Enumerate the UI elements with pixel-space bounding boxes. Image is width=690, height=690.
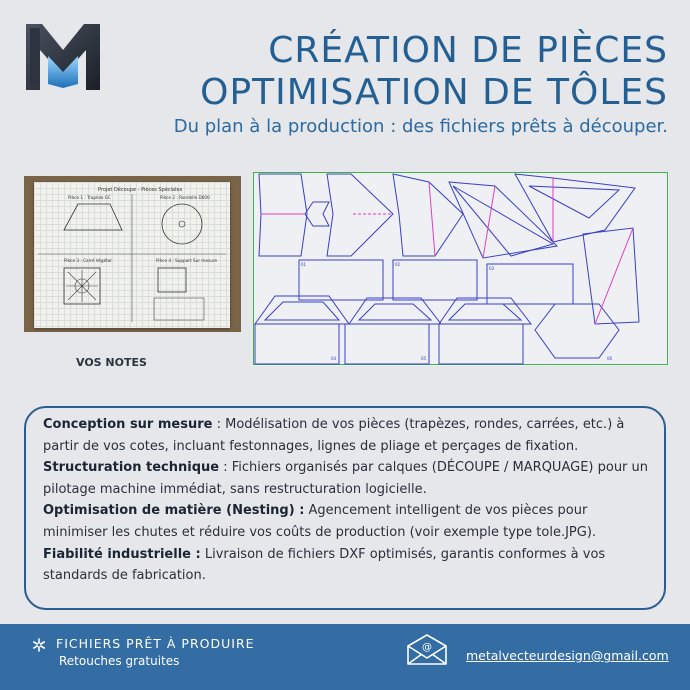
page-subtitle: Du plan à la production : des fichiers prêts à découper. bbox=[173, 116, 668, 137]
features-box bbox=[24, 406, 666, 610]
svg-text:05: 05 bbox=[421, 356, 427, 361]
footer-main-text: FICHIERS PRÊT À PRODUIRE bbox=[56, 636, 255, 651]
svg-text:02: 02 bbox=[395, 262, 401, 267]
svg-text:Pièce 2 : Rondelle D600: Pièce 2 : Rondelle D600 bbox=[160, 195, 210, 200]
m-logo bbox=[24, 20, 102, 92]
asterisk-icon bbox=[32, 638, 46, 652]
sketch-title: Projet Découpe - Pièces Spéciales bbox=[98, 187, 183, 193]
title-line-1: CRÉATION DE PIÈCES bbox=[268, 30, 668, 71]
feature-structuration: Structuration technique : Fichiers organisés par calques (DÉCOUPE / MARQUAGE) pour un pilotage machine immédiat, sans restructuration logicielle. bbox=[43, 460, 649, 497]
svg-text:@: @ bbox=[422, 642, 432, 653]
svg-text:01: 01 bbox=[301, 262, 307, 267]
svg-text:Pièce 1 : Trapèze GC: Pièce 1 : Trapèze GC bbox=[68, 195, 111, 200]
svg-text:Pièce 4 : Support Sur mesure: Pièce 4 : Support Sur mesure bbox=[156, 258, 218, 263]
svg-text:Pièce 3 : Carré Végétal: Pièce 3 : Carré Végétal bbox=[64, 258, 112, 263]
page-title bbox=[200, 30, 668, 114]
notes-photo bbox=[24, 176, 241, 332]
notes-label: VOS NOTES bbox=[76, 356, 147, 369]
footer-sub-text: Retouches gratuites bbox=[59, 654, 180, 668]
svg-text:04: 04 bbox=[331, 356, 337, 361]
nesting-svg bbox=[253, 172, 669, 366]
svg-text:06: 06 bbox=[607, 356, 613, 361]
footer-bar bbox=[0, 624, 690, 690]
nesting-drawing bbox=[253, 172, 669, 366]
mail-icon bbox=[406, 634, 448, 666]
feature-conception: Conception sur mesure : Modélisation de vos pièces (trapèzes, rondes, carrées, etc.) à partir de vos cotes, incluant festonnages, lignes de pliage et perçages de fixation. bbox=[43, 417, 625, 454]
notes-paper bbox=[34, 182, 230, 328]
svg-text:03: 03 bbox=[489, 266, 495, 271]
email-link[interactable]: metalvecteurdesign@gmail.com bbox=[466, 648, 669, 663]
sketch-drawing bbox=[34, 182, 230, 328]
feature-optimisation: Optimisation de matière (Nesting) : Agencement intelligent de vos pièces pour minimiser les chutes et réduire vos coûts de production (voir exemple type tole.JPG). bbox=[43, 503, 597, 540]
feature-fiabilite: Fiabilité industrielle : Livraison de fichiers DXF optimisés, garantis conformes à vos standards de fabrication. bbox=[43, 546, 606, 584]
title-line-2: OPTIMISATION DE TÔLES bbox=[200, 72, 668, 113]
